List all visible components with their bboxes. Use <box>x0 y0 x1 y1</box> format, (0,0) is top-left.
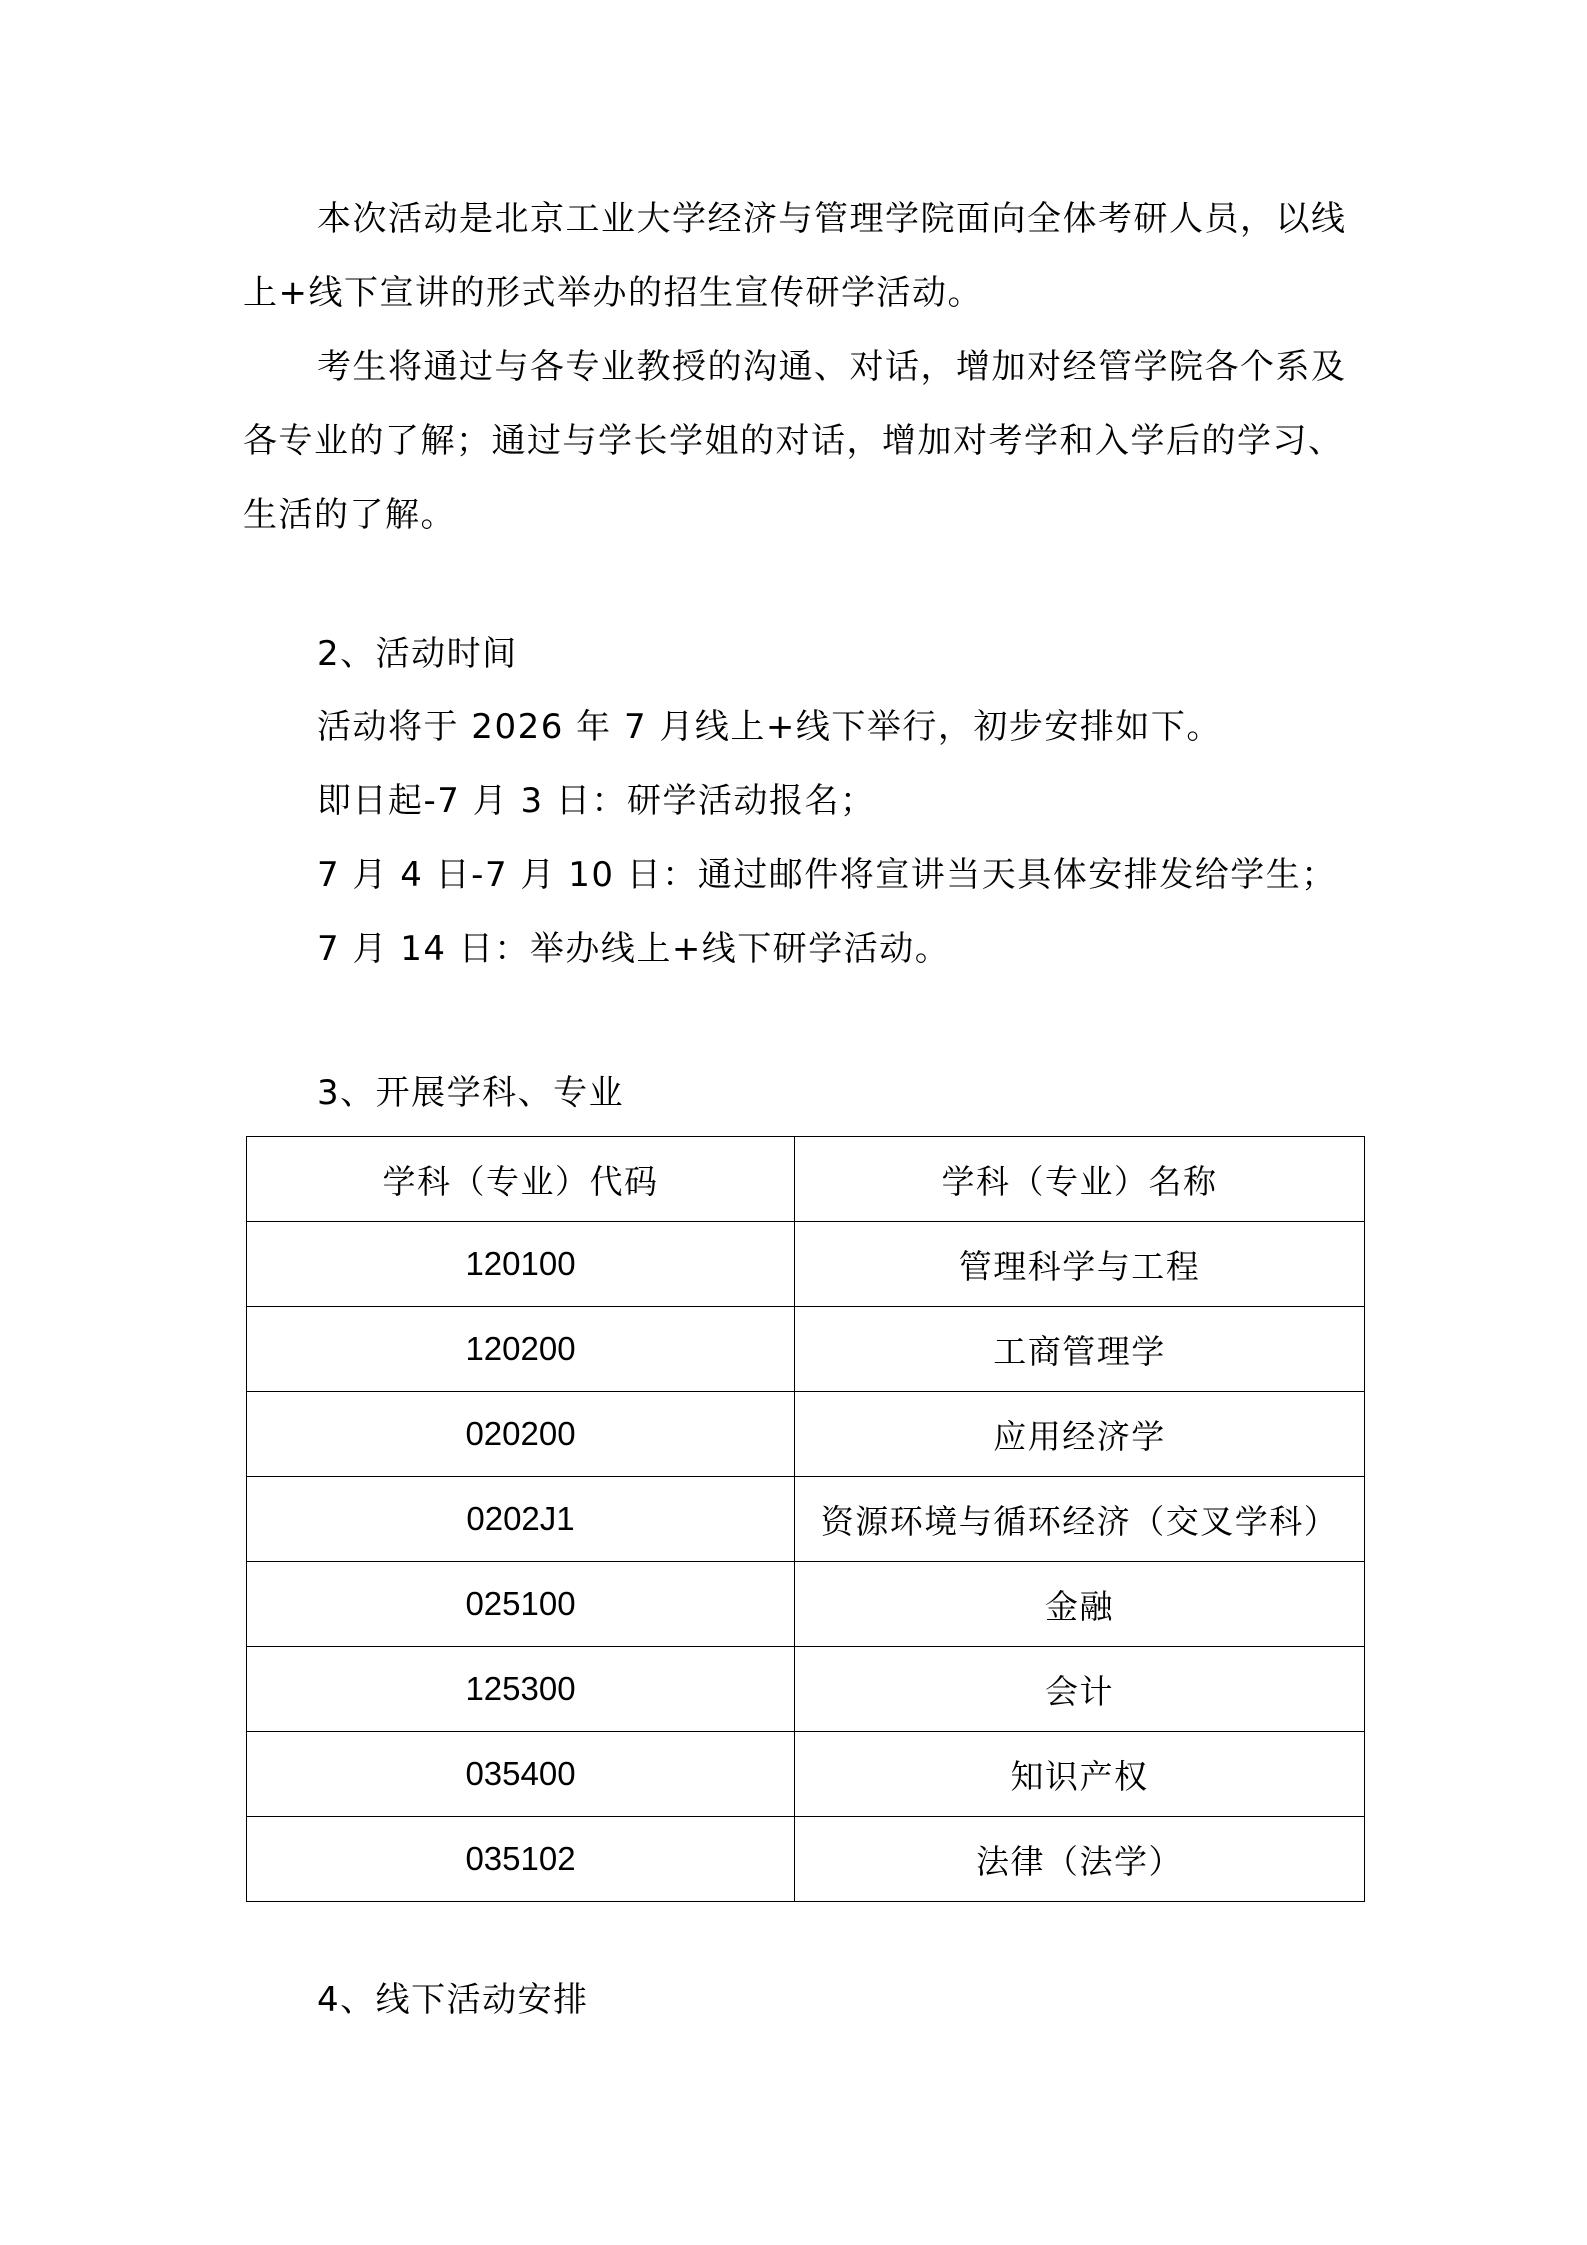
schedule-line: 7 月 14 日：举办线上+线下研学活动。 <box>317 929 951 969</box>
subject-name: 金融 <box>795 1562 1365 1647</box>
section-4-heading: 4、线下活动安排 <box>317 1980 589 2020</box>
subject-code: 035400 <box>247 1732 795 1817</box>
table-header-row <box>247 1137 1365 1222</box>
subject-code: 120200 <box>247 1307 795 1392</box>
column-header-code: 学科（专业）代码 <box>247 1137 795 1222</box>
subject-code: 035102 <box>247 1817 795 1902</box>
subject-name: 会计 <box>795 1647 1365 1732</box>
subject-name: 法律（法学） <box>795 1817 1365 1902</box>
subject-name: 应用经济学 <box>795 1392 1365 1477</box>
section-3-heading: 3、开展学科、专业 <box>317 1073 625 1113</box>
column-header-name: 学科（专业）名称 <box>795 1137 1365 1222</box>
table-row <box>247 1817 1365 1902</box>
subject-code: 020200 <box>247 1392 795 1477</box>
subject-name: 资源环境与循环经济（交叉学科） <box>795 1477 1365 1562</box>
subject-name: 工商管理学 <box>795 1307 1365 1392</box>
intro-paragraph-2: 考生将通过与各专业教授的沟通、对话，增加对经管学院各个系及各专业的了解；通过与学长学姐的对话，增加对考学和入学后的学习、生活的了解。 <box>243 347 1347 535</box>
table-row <box>247 1647 1365 1732</box>
subject-name: 知识产权 <box>795 1732 1365 1817</box>
subject-name: 管理科学与工程 <box>795 1222 1365 1307</box>
table-row <box>247 1392 1365 1477</box>
intro-paragraph-1: 本次活动是北京工业大学经济与管理学院面向全体考研人员，以线上+线下宣讲的形式举办的招生宣传研学活动。 <box>243 199 1347 313</box>
schedule-line: 7 月 4 日-7 月 10 日：通过邮件将宣讲当天具体安排发给学生； <box>317 855 1337 895</box>
subject-code: 0202J1 <box>247 1477 795 1562</box>
subject-code: 125300 <box>247 1647 795 1732</box>
schedule-line: 即日起-7 月 3 日：研学活动报名； <box>317 781 876 821</box>
schedule-line: 活动将于 2026 年 7 月线上+线下举行，初步安排如下。 <box>317 707 1222 747</box>
subject-code: 120100 <box>247 1222 795 1307</box>
table-row <box>247 1307 1365 1392</box>
section-2-heading: 2、活动时间 <box>317 634 518 674</box>
subject-code: 025100 <box>247 1562 795 1647</box>
table-row <box>247 1477 1365 1562</box>
subjects-table <box>246 1136 1365 1902</box>
table-row <box>247 1562 1365 1647</box>
table-row <box>247 1732 1365 1817</box>
table-row <box>247 1222 1365 1307</box>
